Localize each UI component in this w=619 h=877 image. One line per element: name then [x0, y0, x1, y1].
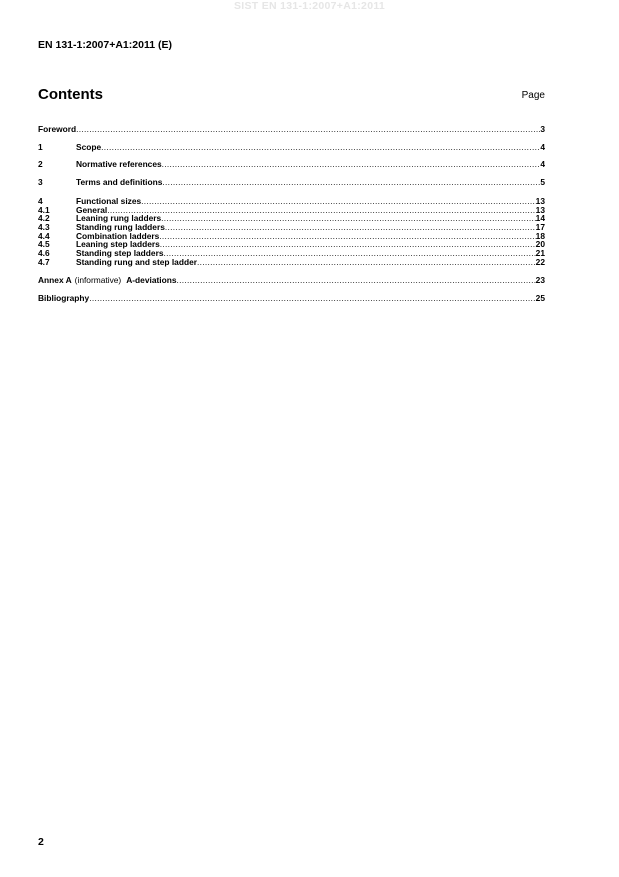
toc-entry-page: 25 — [535, 293, 545, 304]
toc-entry-page: 14 — [535, 213, 545, 224]
toc-entry-scope[interactable] — [38, 143, 545, 152]
toc-entry-number: 1 — [38, 141, 43, 152]
toc-entry-title: Terms and definitions — [76, 177, 163, 188]
document-id: EN 131-1:2007+A1:2011 (E) — [38, 39, 172, 51]
toc-entry-number: 4.4 — [38, 230, 50, 241]
dot-leader — [107, 206, 535, 215]
dot-leader — [101, 143, 540, 152]
toc-entry-annex-type: (informative) — [74, 275, 122, 286]
toc-entry-title: Foreword — [38, 124, 77, 134]
toc-entry-number: 4 — [38, 195, 43, 206]
dot-leader — [76, 125, 540, 134]
toc-entry-title: Normative references — [76, 159, 162, 170]
dot-leader — [89, 294, 535, 303]
toc-entry-number: 4.7 — [38, 256, 50, 267]
toc-entry-normative-references[interactable] — [38, 160, 545, 169]
toc-entry-page: 20 — [535, 239, 545, 250]
toc-entry-foreword[interactable] — [38, 125, 545, 134]
dot-leader — [159, 232, 535, 241]
toc-entry-annex-title: A-deviations — [126, 275, 177, 286]
toc-entry-title: Standing rung and step ladder — [76, 256, 197, 267]
toc-entry-title: Bibliography — [38, 293, 90, 304]
toc-entry-title: Combination ladders — [76, 230, 160, 241]
toc-entry-title: General — [76, 204, 108, 215]
dot-leader — [141, 197, 536, 206]
dot-leader — [197, 258, 536, 267]
toc-entry-page: 21 — [535, 248, 545, 259]
toc-entry-standing-rung-and-step-ladder[interactable] — [38, 258, 545, 267]
toc-entry-number: 4.2 — [38, 213, 50, 224]
toc-entry-page: 4 — [540, 141, 545, 152]
toc-entry-title: Standing rung ladders — [76, 221, 165, 232]
dot-leader — [164, 249, 536, 258]
toc-entry-page: 18 — [535, 230, 545, 241]
toc-entry-page: 13 — [535, 195, 545, 206]
dot-leader — [160, 240, 536, 249]
toc-entry-annex-a[interactable] — [38, 276, 545, 285]
dot-leader — [161, 214, 536, 223]
toc-entry-title: Functional sizes — [76, 195, 142, 206]
toc-entry-title: Scope — [76, 141, 102, 152]
toc-entry-page: 17 — [535, 221, 545, 232]
toc-entry-number: 3 — [38, 177, 43, 188]
toc-entry-title: Leaning rung ladders — [76, 213, 162, 224]
toc-entry-number: 4.3 — [38, 221, 50, 232]
toc-entry-page: 23 — [535, 275, 545, 286]
toc-entry-number: 4.5 — [38, 239, 50, 250]
toc-entry-number: 4.1 — [38, 204, 50, 215]
table-of-contents — [38, 125, 545, 303]
toc-entry-page: 3 — [540, 124, 545, 134]
toc-entry-title: Annex A — [38, 275, 72, 286]
page-number: 2 — [38, 836, 44, 848]
toc-entry-page: 13 — [535, 204, 545, 215]
toc-entry-bibliography[interactable] — [38, 294, 545, 303]
dot-leader — [176, 276, 535, 285]
contents-heading: Contents — [38, 86, 103, 103]
page-column-label: Page — [521, 90, 545, 101]
toc-entry-page: 5 — [540, 177, 545, 188]
toc-entry-functional-sizes[interactable] — [38, 197, 545, 206]
dot-leader — [162, 160, 541, 169]
toc-entry-title: Leaning step ladders — [76, 239, 160, 250]
toc-entry-number: 2 — [38, 159, 43, 170]
toc-entry-page: 22 — [535, 256, 545, 267]
toc-entry-terms-and-definitions[interactable] — [38, 178, 545, 187]
watermark: SIST EN 131-1:2007+A1:2011 — [233, 0, 386, 12]
dot-leader — [165, 223, 536, 232]
toc-entry-title: Standing step ladders — [76, 248, 164, 259]
toc-entry-page: 4 — [540, 159, 545, 170]
toc-entry-number: 4.6 — [38, 248, 50, 259]
dot-leader — [162, 178, 540, 187]
